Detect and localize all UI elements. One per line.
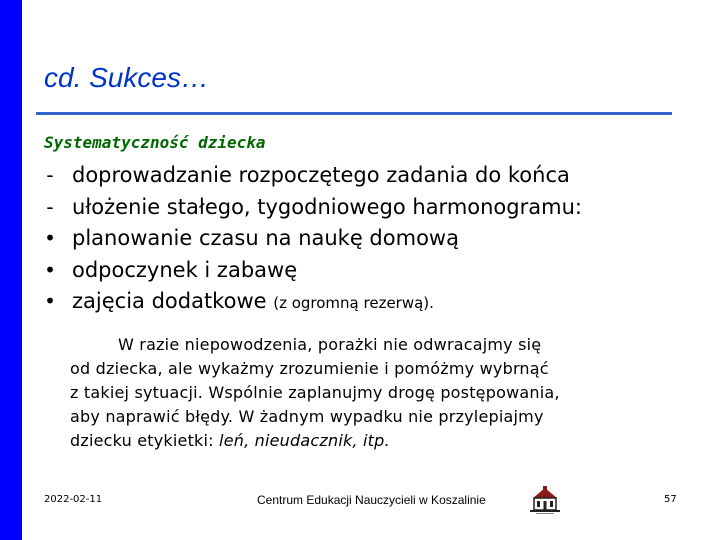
list-item [40,192,582,224]
list-item-text: odpoczynek i zabawę [72,257,298,282]
paragraph-text: dziecku etykietki: [70,431,220,450]
list-item [40,255,582,287]
bullet-list [40,160,582,318]
list-item-text: zajęcia dodatkowe [72,289,274,313]
title-divider [36,112,672,115]
list-item-note: (z ogromną rezerwą). [273,294,434,312]
footer-institution: Centrum Edukacji Nauczycieli w Koszalinie [257,493,486,507]
paragraph-line: W razie niepowodzenia, porażki nie odwracajmy się [118,335,542,354]
footer-date: 2022-02-11 [44,494,103,505]
building-logo-icon [528,486,562,516]
slide-subtitle: Systematyczność dziecka [44,133,266,152]
paragraph-line: z takiej sytuacji. Wspólnie zaplanujmy drogę postępowania, [70,383,560,402]
dash-marker: - [46,194,54,219]
paragraph-line: aby naprawić błędy. W żadnym wypadku nie przylepiajmy [70,407,544,426]
list-item [40,223,582,255]
slide-title: cd. Sukces… [44,62,209,93]
bullet-marker: • [44,257,56,282]
paragraph-line [70,429,690,453]
page-number: 57 [664,494,677,505]
paragraph-emphasis: leń, nieudacznik, itp. [219,431,390,450]
list-item [40,160,582,192]
paragraph-line: od dziecka, ale wykażmy zrozumienie i pomóżmy wybrnąć [70,359,549,378]
bullet-marker: • [44,289,56,313]
left-accent-bar [0,0,22,540]
list-item-text: planowanie czasu na naukę domową [72,226,459,250]
advice-paragraph [70,333,690,453]
list-item [40,286,582,318]
bullet-marker: • [44,226,56,250]
dash-marker: - [46,163,54,187]
list-item-text: ułożenie stałego, tygodniowego harmonogramu: [72,194,582,219]
list-item-text: doprowadzanie rozpoczętego zadania do końca [72,163,570,187]
